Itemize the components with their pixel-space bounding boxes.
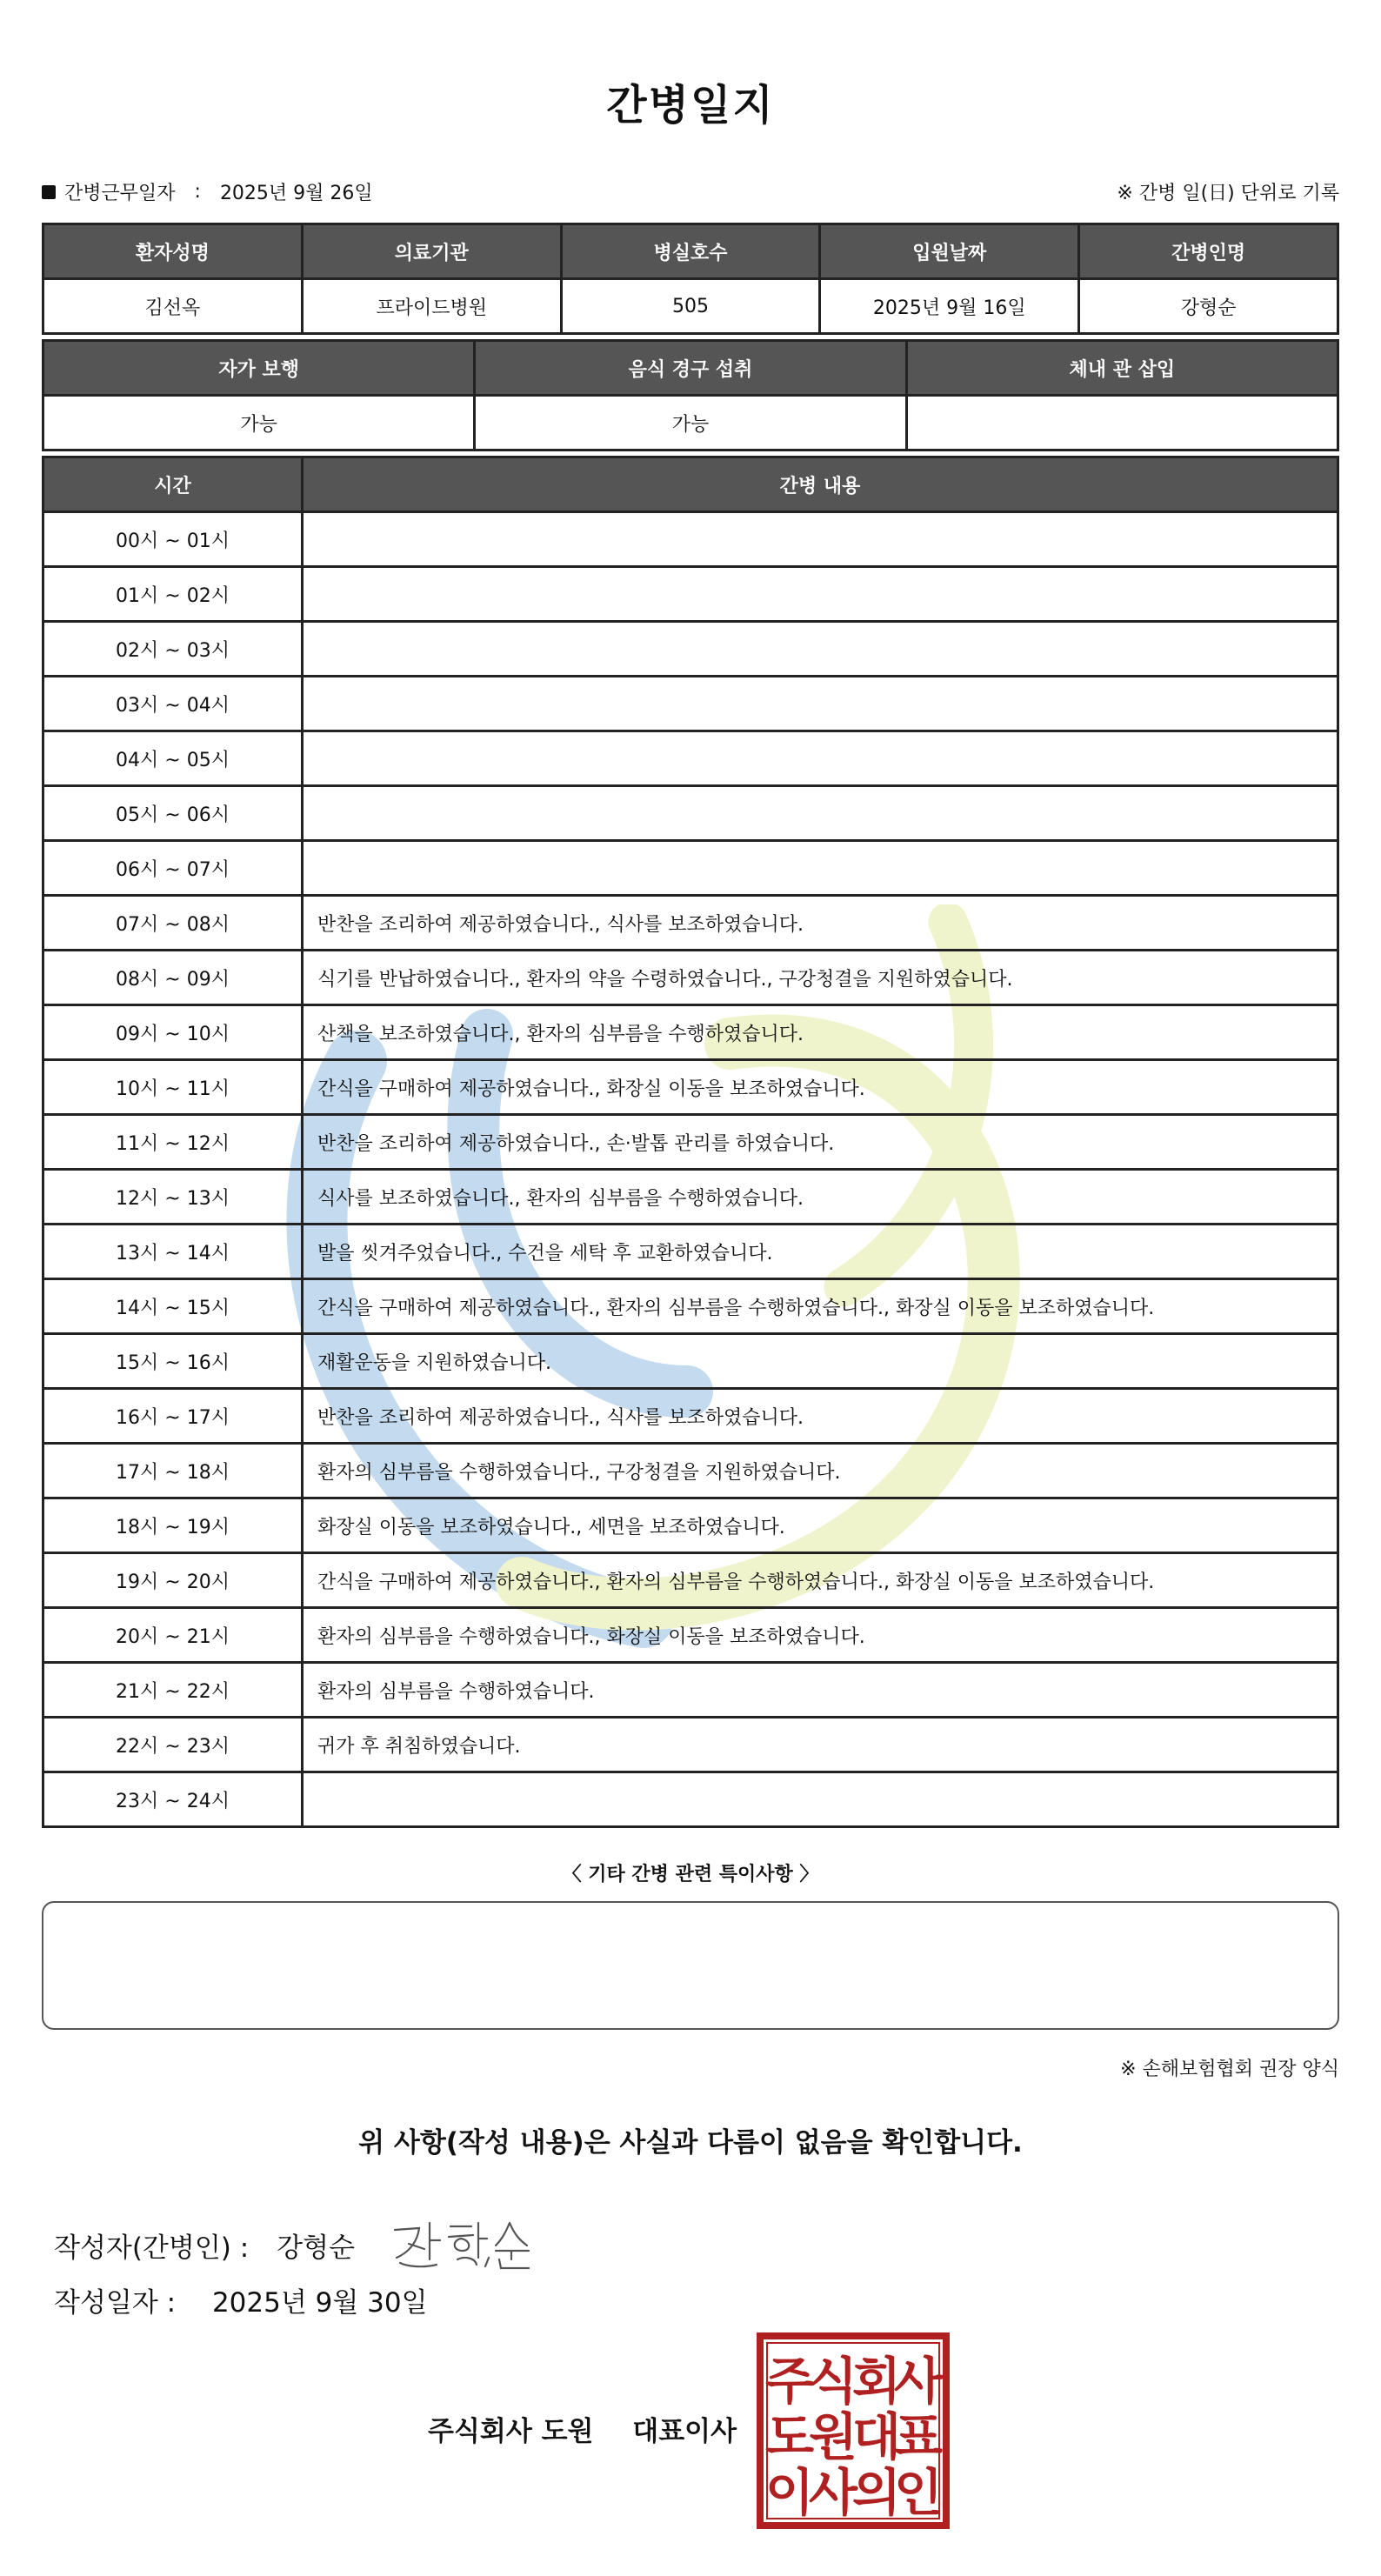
header-self-walking: 자가 보행 (43, 341, 475, 396)
svg-text:대: 대 (851, 2407, 902, 2466)
care-time-cell: 22시 ~ 23시 (43, 1718, 303, 1772)
svg-text:회: 회 (851, 2352, 902, 2411)
care-content-cell: 환자의 심부름을 수행하였습니다., 구강청결을 지원하였습니다. (303, 1444, 1338, 1498)
care-log-row (43, 1005, 1338, 1060)
header-medical-institution: 의료기관 (302, 224, 561, 279)
care-log-row (43, 896, 1338, 951)
care-log-row (43, 731, 1338, 786)
care-content-cell: 반찬을 조리하여 제공하였습니다., 손·발톱 관리를 하였습니다. (303, 1115, 1338, 1170)
care-content-cell: 식기를 반납하였습니다., 환자의 약을 수령하였습니다., 구강청결을 지원하였습니다. (303, 951, 1338, 1005)
care-time-cell: 02시 ~ 03시 (43, 622, 303, 677)
care-log-row (43, 1553, 1338, 1608)
patient-status-table (42, 339, 1339, 451)
care-log-row (43, 1444, 1338, 1498)
care-content-cell: 산책을 보조하였습니다., 환자의 심부름을 수행하였습니다. (303, 1005, 1338, 1060)
company-name: 주식회사 도원 (428, 2416, 594, 2447)
header-patient-name: 환자성명 (43, 224, 303, 279)
care-content-cell: 간식을 구매하여 제공하였습니다., 환자의 심부름을 수행하였습니다., 화장실 이동을 보조하였습니다. (303, 1553, 1338, 1608)
writer-label: 작성자(간병인) : (54, 2232, 250, 2264)
care-content-cell (303, 622, 1338, 677)
svg-text:이: 이 (764, 2463, 815, 2522)
care-log-row (43, 1608, 1338, 1663)
company-line (428, 2409, 737, 2448)
care-content-cell: 식사를 보조하였습니다., 환자의 심부름을 수행하였습니다. (303, 1170, 1338, 1225)
svg-text:의: 의 (851, 2463, 902, 2522)
status-header-row (43, 341, 1338, 396)
recommended-form-note: ※ 손해보험협회 권장 양식 (1120, 2059, 1339, 2080)
care-content-cell: 환자의 심부름을 수행하였습니다., 화장실 이동을 보조하였습니다. (303, 1608, 1338, 1663)
care-content-cell (303, 1772, 1338, 1827)
care-time-cell: 13시 ~ 14시 (43, 1225, 303, 1279)
care-time-cell: 04시 ~ 05시 (43, 731, 303, 786)
signature-image (388, 2214, 544, 2275)
document-title: 간병일지 (606, 81, 775, 130)
care-content-cell (303, 731, 1338, 786)
care-log-row (43, 1334, 1338, 1389)
care-log-row (43, 1389, 1338, 1444)
svg-text:주: 주 (764, 2352, 815, 2411)
header-care-content: 간병 내용 (303, 457, 1338, 512)
oral-intake-value: 가능 (475, 396, 906, 450)
other-notes-box (42, 1901, 1339, 2030)
care-date-label: 간병근무일자 (64, 183, 176, 204)
header-time: 시간 (43, 457, 303, 512)
care-log-header-row (43, 457, 1338, 512)
care-time-cell: 08시 ~ 09시 (43, 951, 303, 1005)
status-value-row (43, 396, 1338, 450)
care-log-row (43, 1225, 1338, 1279)
care-log-row (43, 622, 1338, 677)
care-content-cell: 재활운동을 지원하였습니다. (303, 1334, 1338, 1389)
patient-info-value-row (43, 279, 1338, 334)
writer-line (54, 2214, 544, 2275)
confirmation-statement: 위 사항(작성 내용)은 사실과 다름이 없음을 확인합니다. (358, 2127, 1023, 2159)
care-time-cell: 01시 ~ 02시 (43, 567, 303, 622)
care-time-cell: 23시 ~ 24시 (43, 1772, 303, 1827)
care-log-row (43, 1498, 1338, 1553)
care-log-row (43, 786, 1338, 841)
care-log-row (43, 1279, 1338, 1334)
svg-text:도: 도 (764, 2407, 815, 2466)
svg-text:표: 표 (893, 2407, 944, 2466)
svg-text:사: 사 (893, 2352, 944, 2411)
care-time-cell: 17시 ~ 18시 (43, 1444, 303, 1498)
medical-institution-value: 프라이드병원 (302, 279, 561, 334)
tube-insertion-value (906, 396, 1338, 450)
care-log-row (43, 512, 1338, 567)
header-admission-date: 입원날짜 (820, 224, 1079, 279)
patient-name-value: 김선옥 (43, 279, 303, 334)
care-content-cell: 반찬을 조리하여 제공하였습니다., 식사를 보조하였습니다. (303, 896, 1338, 951)
care-log-row (43, 1115, 1338, 1170)
unit-note: ※ 간병 일(日) 단위로 기록 (1117, 183, 1339, 204)
care-content-cell (303, 841, 1338, 896)
caregiver-name-value: 강형순 (1079, 279, 1338, 334)
care-time-cell: 16시 ~ 17시 (43, 1389, 303, 1444)
svg-text:원: 원 (808, 2407, 858, 2466)
written-date-line (54, 2280, 428, 2319)
care-log-table (42, 456, 1339, 1828)
care-time-cell: 10시 ~ 11시 (43, 1060, 303, 1115)
care-content-cell (303, 512, 1338, 567)
svg-text:인: 인 (893, 2463, 944, 2522)
care-time-cell: 00시 ~ 01시 (43, 512, 303, 567)
header-tube-insertion: 체내 관 삽입 (906, 341, 1338, 396)
care-time-cell: 21시 ~ 22시 (43, 1663, 303, 1718)
care-log-row (43, 1060, 1338, 1115)
care-date-value: 2025년 9월 26일 (219, 183, 373, 204)
care-time-cell: 05시 ~ 06시 (43, 786, 303, 841)
care-time-cell: 15시 ~ 16시 (43, 1334, 303, 1389)
care-time-cell: 06시 ~ 07시 (43, 841, 303, 896)
care-content-cell: 화장실 이동을 보조하였습니다., 세면을 보조하였습니다. (303, 1498, 1338, 1553)
care-time-cell: 03시 ~ 04시 (43, 677, 303, 731)
self-walking-value: 가능 (43, 396, 475, 450)
header-caregiver-name: 간병인명 (1079, 224, 1338, 279)
patient-info-header-row (43, 224, 1338, 279)
writer-name: 강형순 (277, 2232, 356, 2264)
patient-info-table (42, 223, 1339, 335)
care-date-colon: : (194, 181, 201, 203)
care-time-cell: 19시 ~ 20시 (43, 1553, 303, 1608)
care-log-row (43, 1718, 1338, 1772)
care-content-cell: 환자의 심부름을 수행하였습니다. (303, 1663, 1338, 1718)
care-log-row (43, 677, 1338, 731)
other-notes-heading: 〈 기타 간병 관련 특이사항 〉 (562, 1864, 819, 1885)
care-content-cell (303, 567, 1338, 622)
care-log-body (43, 512, 1338, 1827)
care-time-cell: 07시 ~ 08시 (43, 896, 303, 951)
care-content-cell (303, 786, 1338, 841)
written-date-value: 2025년 9월 30일 (211, 2287, 428, 2319)
care-log-row (43, 1170, 1338, 1225)
care-log-row (43, 951, 1338, 1005)
care-content-cell (303, 677, 1338, 731)
svg-text:사: 사 (808, 2463, 858, 2522)
care-log-row (43, 1663, 1338, 1718)
company-seal (755, 2331, 951, 2531)
care-time-cell: 20시 ~ 21시 (43, 1608, 303, 1663)
representative-title: 대표이사 (632, 2416, 737, 2447)
care-content-cell: 간식을 구매하여 제공하였습니다., 화장실 이동을 보조하였습니다. (303, 1060, 1338, 1115)
bullet-square-icon (42, 185, 56, 199)
care-content-cell: 간식을 구매하여 제공하였습니다., 환자의 심부름을 수행하였습니다., 화장실 이동을 보조하였습니다. (303, 1279, 1338, 1334)
care-log-row (43, 1772, 1338, 1827)
svg-text:식: 식 (808, 2352, 858, 2411)
care-log-row (43, 841, 1338, 896)
care-time-cell: 14시 ~ 15시 (43, 1279, 303, 1334)
care-date-line (42, 178, 373, 205)
header-room-number: 병실호수 (561, 224, 820, 279)
care-content-cell: 반찬을 조리하여 제공하였습니다., 식사를 보조하였습니다. (303, 1389, 1338, 1444)
care-content-cell: 발을 씻겨주었습니다., 수건을 세탁 후 교환하였습니다. (303, 1225, 1338, 1279)
care-content-cell: 귀가 후 취침하였습니다. (303, 1718, 1338, 1772)
care-time-cell: 18시 ~ 19시 (43, 1498, 303, 1553)
care-time-cell: 11시 ~ 12시 (43, 1115, 303, 1170)
admission-date-value: 2025년 9월 16일 (820, 279, 1079, 334)
header-oral-intake: 음식 경구 섭취 (475, 341, 906, 396)
care-time-cell: 12시 ~ 13시 (43, 1170, 303, 1225)
written-date-label: 작성일자 : (54, 2287, 177, 2319)
care-log-row (43, 567, 1338, 622)
room-number-value: 505 (561, 279, 820, 334)
care-time-cell: 09시 ~ 10시 (43, 1005, 303, 1060)
